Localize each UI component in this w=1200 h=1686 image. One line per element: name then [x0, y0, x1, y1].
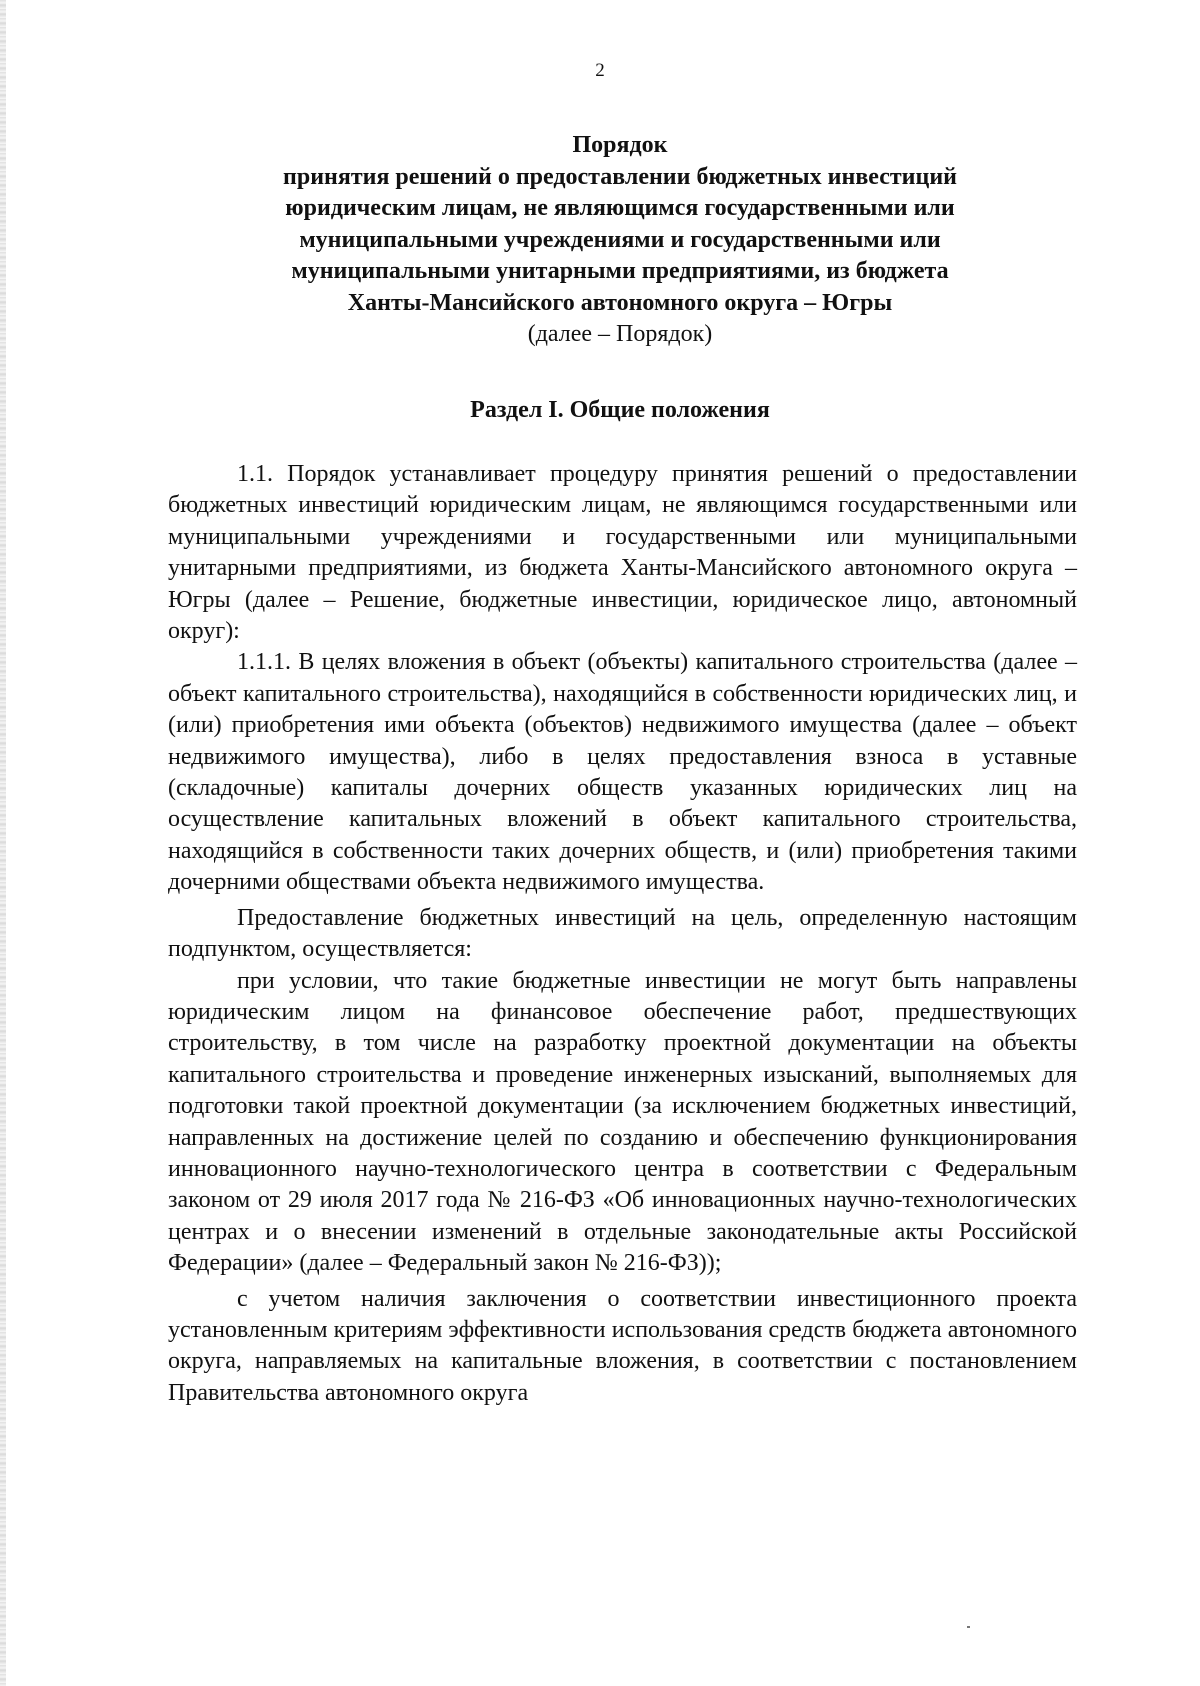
scan-dot: [967, 1626, 970, 1628]
document-title: [170, 130, 1070, 351]
paragraph-provision: Предоставление бюджетных инвестиций на цель, определенную настоящим подпунктом, осуществляется:: [168, 904, 1077, 963]
paragraph-1-1-1: 1.1.1. В целях вложения в объект (объекты) капитального строительства (далее – объект капитального строительства), находящийся в собственности юридических лиц, и (или) приобретения ими объекта (объектов) недвижимого имущества (далее – объект недвижимого имущества), либо в целях предоставления взноса в уставные (складочные) капиталы дочерних обществ указанных юридических лиц на осуществление капитальных вложений в объект капитального строительства, находящийся в собственности таких дочерних обществ, и (или) приобретения такими дочерними обществами объекта недвижимого имущества.: [168, 649, 1077, 896]
title-line-5: муниципальными унитарными предприятиями, из бюджета: [291, 258, 949, 284]
paragraph-1-1: 1.1. Порядок устанавливает процедуру принятия решений о предоставлении бюджетных инвестиций юридическим лицам, не являющимся государственными или муниципальными учреждениями и государственными или муниципальными унитарными предприятиями, из бюджета Ханты-Мансийского автономного округа – Югры (далее – Решение, бюджетные инвестиции, юридическое лицо, автономный округ):: [168, 461, 1077, 645]
title-line-3: юридическим лицам, не являющимся государственными или: [285, 195, 955, 221]
title-line-2: принятия решений о предоставлении бюджетных инвестиций: [283, 163, 957, 190]
page-number: 2: [595, 60, 605, 81]
section-heading: Раздел I. Общие положения: [470, 397, 770, 423]
body-text: [168, 459, 1077, 1409]
title-line-1: Порядок: [572, 132, 668, 158]
title-line-6: Ханты-Мансийского автономного округа – Югры: [347, 289, 893, 316]
title-line-4: муниципальными учреждениями и государственными или: [299, 226, 941, 253]
paragraph-conclusion: с учетом наличия заключения о соответствии инвестиционного проекта установленным критериям эффективности использования средств бюджета автономного округа, направляемых на капитальные вложения, в соответствии с постановлением Правительства автономного округа: [168, 1285, 1077, 1406]
paragraph-condition: при условии, что такие бюджетные инвестиции не могут быть направлены юридическим лицом на финансовое обеспечение работ, предшествующих строительству, в том числе на разработку проектной документации на объекты капитального строительства и проведение инженерных изысканий, выполняемых для подготовки такой проектной документации (за исключением бюджетных инвестиций, направленных на достижение целей по созданию и обеспечению функционирования инновационного научно-технологического центра в соответствии с Федеральным законом от 29 июля 2017 года № 216-ФЗ «Об инновационных научно-технологических центрах и о внесении изменений в отдельные законодательные акты Российской Федерации» (далее – Федеральный закон № 216-ФЗ));: [168, 967, 1077, 1277]
title-subtitle: (далее – Порядок): [527, 321, 713, 347]
scan-edge: [0, 0, 6, 1686]
